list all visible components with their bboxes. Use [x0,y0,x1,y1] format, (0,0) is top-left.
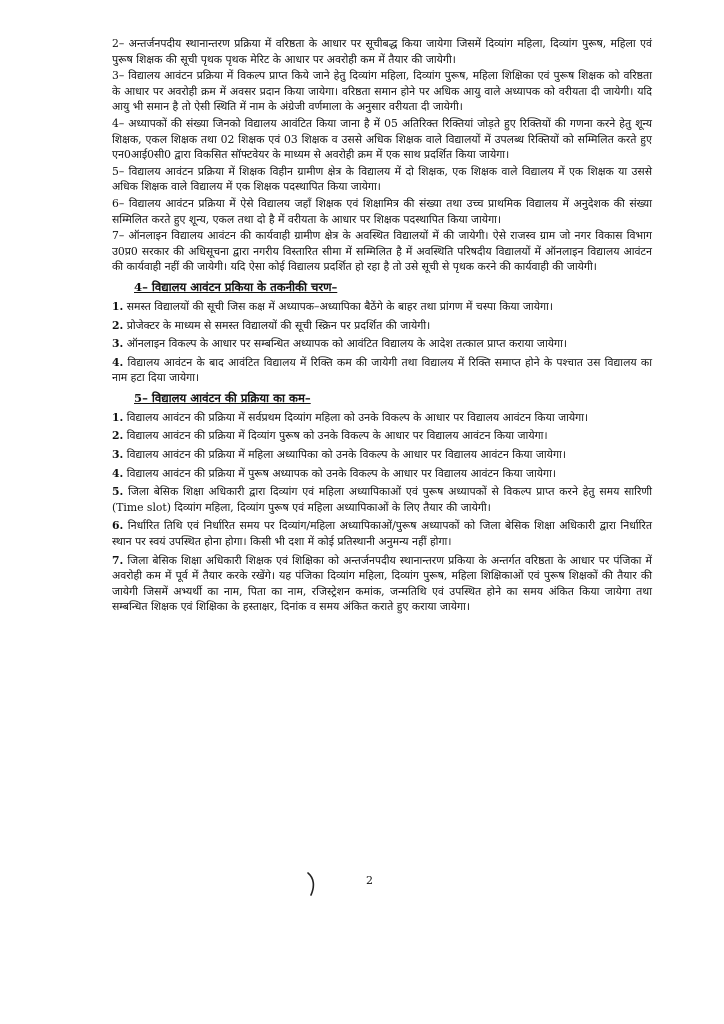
list-item [112,299,652,315]
paragraph-7: 7– ऑनलाइन विद्यालय आवंटन की कार्यवाही ग्रामीण क्षेत्र के अवस्थित विद्यालयों में की जायेगी। ऐसे राजस्व ग्राम जो नगर विकास विभाग उ0प्र0 सरकार की अधिसूचना द्वारा नगरीय विस्तारित सीमा में सम्मिलित है में अवस्थिति परिषदीय विद्यालयों में ऑनलाइन विद्यालय आवंटन की कार्यवाही नहीं की जायेगी। यदि ऐसा कोई विद्यालय प्रदर्शित हो रहा है तो उसे सूची से पृथक करने की कार्यवाही की जायेगी। [112,229,652,274]
list-item [112,518,652,549]
item-number: 1. [112,410,124,424]
item-text: विद्यालय आवंटन के बाद आवंटित विद्यालय में रिक्ति कम की जायेगी तथा विद्यालय में रिक्ति समाप्त होने के पश्चात उस विद्यालय का नाम हटा दिया जायेगा। [112,355,652,385]
page-number: 2 [366,874,373,887]
item-number: 7. [112,553,124,567]
paragraph-3: 3– विद्यालय आवंटन प्रक्रिया में विकल्प प्राप्त किये जाने हेतु दिव्यांग महिला, दिव्यांग पुरूष, महिला शिक्षिका एवं पुरूष शिक्षक को वरिष्ठता के आधार पर अवरोही क्रम में अवसर प्रदान किया जायेगा। वरिष्ठता समान होने पर अधिक आयु वाले अध्यापक को वरीयता दी जायेगी। यदि आयु भी समान है तो ऐसी स्थिति में नाम के अंग्रेजी वर्णमाला के अनुसार वरीयता दी जायेगी। [112,69,652,114]
item-number: 3. [112,337,124,351]
item-text: समस्त विद्यालयों की सूची जिस कक्ष में अध्यापक–अध्यापिका बैठेंगे के बाहर तथा प्रांगण में चस्पा किया जायेगा। [126,299,553,313]
section-4-list [112,299,652,386]
item-number: 2. [112,429,124,443]
section-5-list [112,410,652,615]
item-number: 4. [112,355,124,369]
paragraph-6: 6– विद्यालय आवंटन प्रक्रिया में ऐसे विद्यालय जहाँ शिक्षक एवं शिक्षामित्र की संख्या तथा उच्च प्राथमिक विद्यालय में अनुदेशक की संख्या सम्मिलित करते हुए शून्य, एकल तथा दो है में वरीयता के आधार पर शिक्षक पदस्थापित किया जायेगा। [112,196,652,226]
item-text: विद्यालय आवंटन की प्रक्रिया में महिला अध्यापिका को उनके विकल्प के आधार पर विद्यालय आवंटन किया जायेगा। [126,448,566,462]
handwritten-mark [305,870,319,898]
item-number: 3. [112,448,124,462]
section-5-heading: 5– विद्यालय आवंटन की प्रक्रिया का कम– [134,390,311,405]
item-number: 2. [112,318,124,332]
list-item [112,553,652,615]
item-number: 4. [112,466,124,480]
item-text: निर्धारित तिथि एवं निर्धारित समय पर दिव्यांग/महिला अध्यापिकाओं/पुरूष अध्यापकों को जिला बेसिक शिक्षा अधिकारी द्वारा निर्धारित स्थान पर स्वयं उपस्थित होना होगा। किसी भी दशा में कोई प्रतिस्थानी अनुमन्य नहीं होगा। [112,519,653,549]
item-text: ऑनलाइन विकल्प के आधार पर सम्बन्धित अध्यापक को आवंटित विद्यालय के आदेश तत्काल प्राप्त कराया जायेगा। [126,337,567,351]
list-item [112,355,652,386]
section-4-heading: 4– विद्यालय आवंटन प्रकिया के तकनीकी चरण– [134,279,338,294]
list-item [112,318,652,334]
list-item [112,336,652,352]
paragraph-4: 4– अध्यापकों की संख्या जिनको विद्यालय आवंटित किया जाना है में 05 अतिरिक्त रिक्तियां जोड़ते हुए रिक्तियों की गणना करने हेतु शून्य शिक्षक, एकल शिक्षक तथा 02 शिक्षक एवं 03 शिक्षक व उससे अधिक शिक्षक वाले विद्यालयों में उपलब्ध रिक्तियों को सम्मिलित करते हुए एन0आई0सी0 द्वारा विकसित सॉफ्टवेयर के माध्यम से अवरोही क्रम में एक साथ प्रदर्शित किया जायेगा। [112,116,652,162]
item-number: 5. [112,485,124,499]
list-item [112,428,652,444]
item-text: प्रोजेक्टर के माध्यम से समस्त विद्यालयों की सूची स्क्रिन पर प्रदर्शित की जायेगी। [126,318,431,332]
paragraph-2: 2– अन्तर्जनपदीय स्थानान्तरण प्रक्रिया में वरिष्ठता के आधार पर सूचीबद्ध किया जायेगा जिसमें दिव्यांग महिला, दिव्यांग पुरूष, महिला एवं पुरूष शिक्षक की सूची पृथक पृथक मेरिट के आधार पर अवरोही कम में तैयार की जायेगी। [112,37,652,66]
list-item [112,447,652,463]
item-text: विद्यालय आवंटन की प्रक्रिया में सर्वप्रथम दिव्यांग महिला को उनके विकल्प के आधार पर विद्यालय आवंटन किया जायेगा। [126,410,589,424]
document-body [112,36,652,618]
list-item [112,484,652,515]
item-text: विद्यालय आवंटन की प्रक्रिया में दिव्यांग पुरूष को उनके विकल्प के आधार पर विद्यालय आवंटन किया जायेगा। [126,429,548,443]
paragraph-5: 5– विद्यालय आवंटन प्रक्रिया में शिक्षक विहीन ग्रामीण क्षेत्र के विद्यालय में दो शिक्षक, एक शिक्षक वाले विद्यालय में एक शिक्षक या उससे अधिक शिक्षक वाले विद्यालय में एक शिक्षक पदस्थापित किया जायेगा। [112,164,652,194]
item-number: 1. [112,299,124,313]
list-item [112,466,652,482]
item-number: 6. [112,519,124,533]
item-text: विद्यालय आवंटन की प्रक्रिया में पुरूष अध्यापक को उनके विकल्प के आधार पर विद्यालय आवंटन किया जायेगा। [126,466,556,480]
item-text: जिला बेसिक शिक्षा अधिकारी द्वारा दिव्यांग एवं महिला अध्यापिकाओं एवं पुरूष अध्यापकों से विकल्प प्राप्त करने हेतु समय सारिणी (Time slot) दिव्यांग महिला, दिव्यांग पुरूष एवं महिला अध्यापिकाओं के लिए तैयार की जायेगी। [112,485,652,514]
list-item [112,410,652,426]
item-text: जिला बेसिक शिक्षा अधिकारी शिक्षक एवं शिक्षिका को अन्तर्जनपदीय स्थानान्तरण प्रकिया के अन्तर्गत वरिष्ठता के आधार पर पंजिका में अवरोही कम में पूर्व में तैयार करके रखेंगे। यह पंजिका दिव्यांग महिला, दिव्यांग पुरूष, महिला शिक्षिकाओं एवं पुरूष शिक्षकों की तैयार की जायेगी जिसमें अभ्यर्थी का नाम, पिता का नाम, रजिस्ट्रेशन कमांक, जन्मतिथि एवं उपस्थित होने का समय अंकित किया जायेगा तथा सम्बन्धित शिक्षक एवं शिक्षिका के हस्ताक्षर, दिनांक व समय अंकित कराते हुए कराया जायेगा। [112,553,652,614]
